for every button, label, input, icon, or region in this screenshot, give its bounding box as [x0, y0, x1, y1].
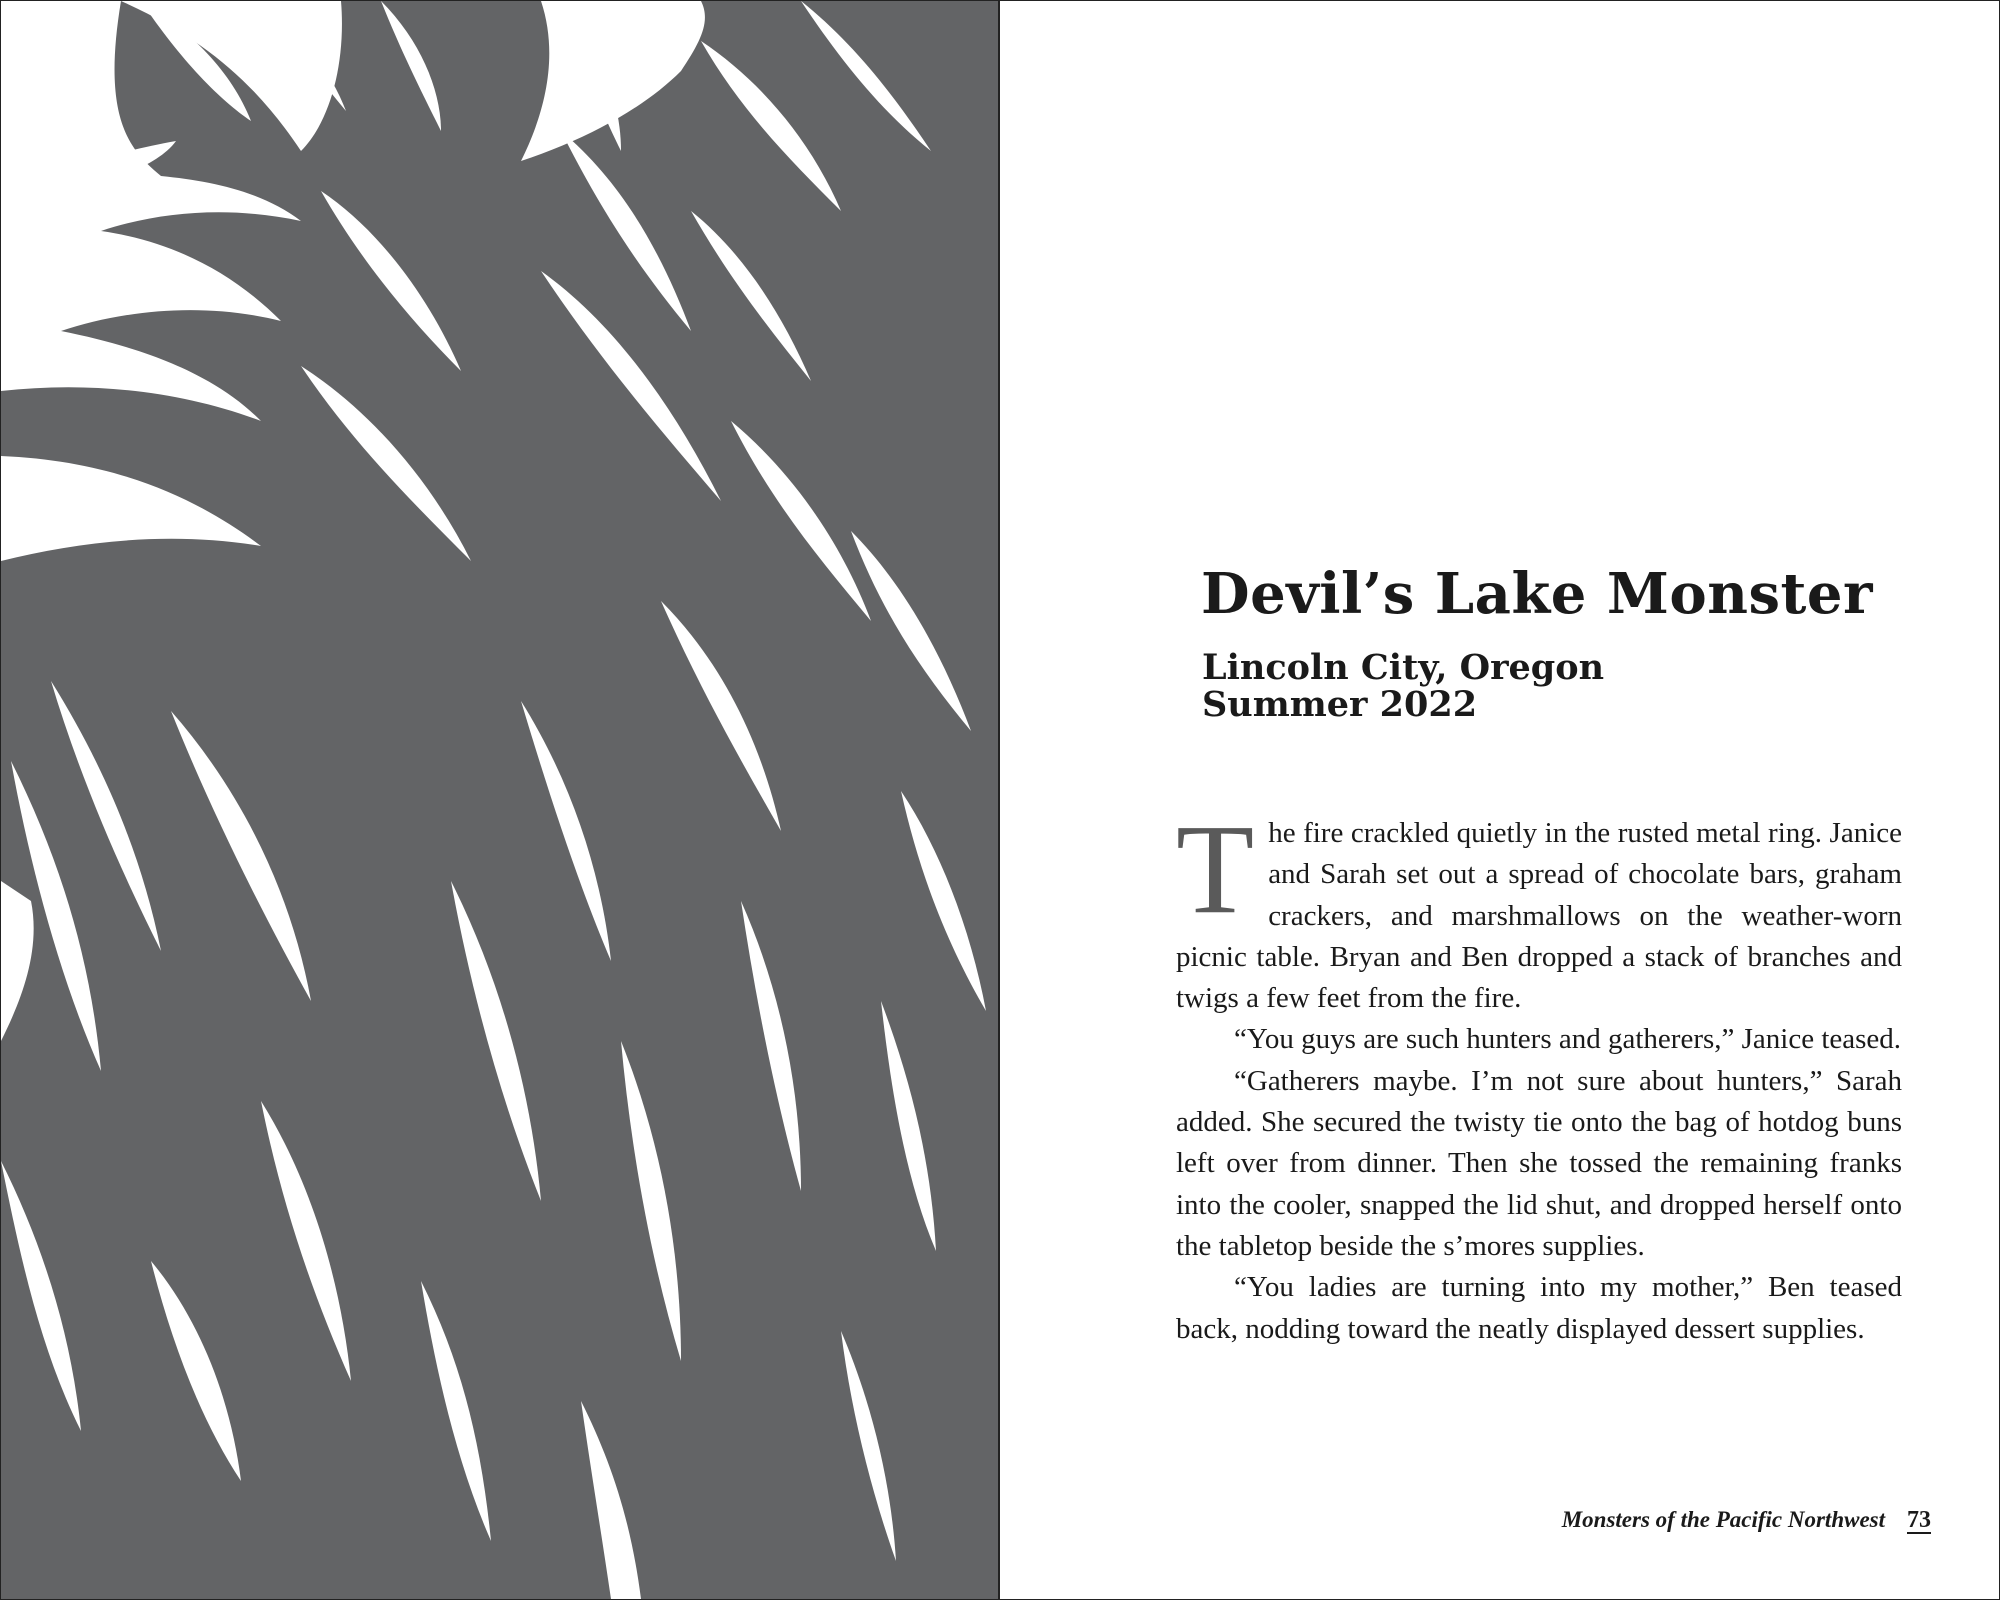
chapter-date: Summer 2022: [1202, 684, 1478, 725]
monster-fur-illustration-icon: [1, 1, 1000, 1599]
paragraph: “You ladies are turning into my mother,” Ben teased back, nodding toward the neatly displayed dessert supplies.: [1176, 1271, 1902, 1345]
page-number: 73: [1907, 1507, 1931, 1533]
paragraph: “Gatherers maybe. I’m not sure about hunters,” Sarah added. She secured the twisty tie onto the bag of hotdog buns left over from dinner. Then she tossed the remaining franks into the cooler, snapped the lid shut, and dropped herself onto the tabletop beside the s’mores supplies.: [1176, 1064, 1902, 1262]
drop-cap: T: [1176, 798, 1255, 940]
chapter-subtitle: [1202, 649, 1604, 723]
running-footer: [1562, 1507, 1931, 1534]
chapter-location: Lincoln City, Oregon: [1202, 647, 1605, 688]
book-title: Monsters of the Pacific Northwest: [1561, 1507, 1885, 1532]
paragraph: [1176, 798, 1902, 1019]
paragraph-text: he fire crackled quietly in the rusted metal ring. Janice and Sarah set out a spread of chocolate bars, graham crackers, and marshmallows on the weather-worn picnic table. Bryan and Ben dropped a stack of branches and twigs a few feet from the fire.: [1176, 817, 1902, 1015]
illustration-page: [1, 1, 1000, 1599]
paragraph: “You guys are such hunters and gatherers,” Janice teased.: [1234, 1023, 1902, 1056]
text-page: [1001, 1, 1999, 1599]
chapter-title: Devil’s Lake Monster: [1201, 561, 1873, 627]
story-body: [1176, 798, 1902, 1350]
